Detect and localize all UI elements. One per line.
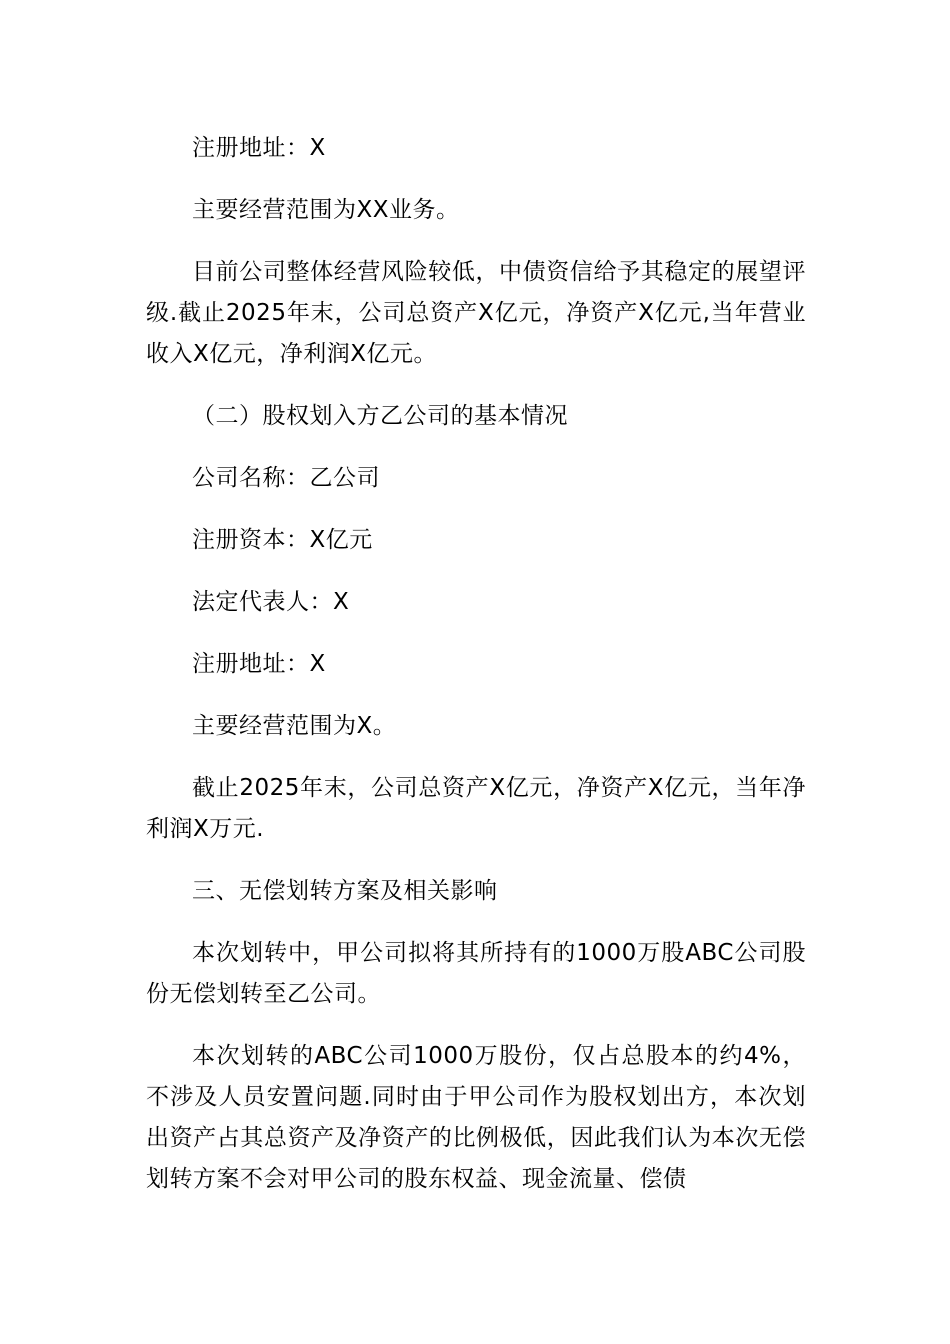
paragraph-company-name-b: 公司名称：乙公司 (192, 465, 380, 491)
paragraph-registered-address-a: 注册地址：X (192, 135, 326, 161)
paragraph-legal-representative-b: 法定代表人：X (192, 589, 350, 615)
paragraph-company-b-financials: 截止2025年末，公司总资产X亿元，净资产X亿元，当年净利润X万元. (146, 775, 806, 842)
paragraph-company-a-financials: 目前公司整体经营风险较低，中债资信给予其稳定的展望评级.截止2025年末，公司总资产X亿元，净资产X亿元,当年营业收入X亿元，净利润X亿元。 (146, 259, 806, 367)
paragraph-registered-address-b: 注册地址：X (192, 651, 326, 677)
section-heading-company-b: （二）股权划入方乙公司的基本情况 (192, 403, 568, 429)
paragraph-transfer-description: 本次划转中，甲公司拟将其所持有的1000万股ABC公司股份无偿划转至乙公司。 (146, 940, 806, 1007)
paragraph-business-scope-b: 主要经营范围为X。 (192, 713, 397, 739)
document-body (146, 128, 806, 1200)
section-heading-transfer-plan: 三、无偿划转方案及相关影响 (192, 878, 498, 904)
paragraph-registered-capital-b: 注册资本：X亿元 (192, 527, 373, 553)
paragraph-business-scope-a: 主要经营范围为XX业务。 (192, 197, 460, 223)
paragraph-transfer-impact: 本次划转的ABC公司1000万股份，仅占总股本的约4%，不涉及人员安置问题.同时由于甲公司作为股权划出方，本次划出资产占其总资产及净资产的比例极低，因此我们认为本次无偿划转方案不会对甲公司的股东权益、现金流量、偿债 (146, 1043, 806, 1192)
